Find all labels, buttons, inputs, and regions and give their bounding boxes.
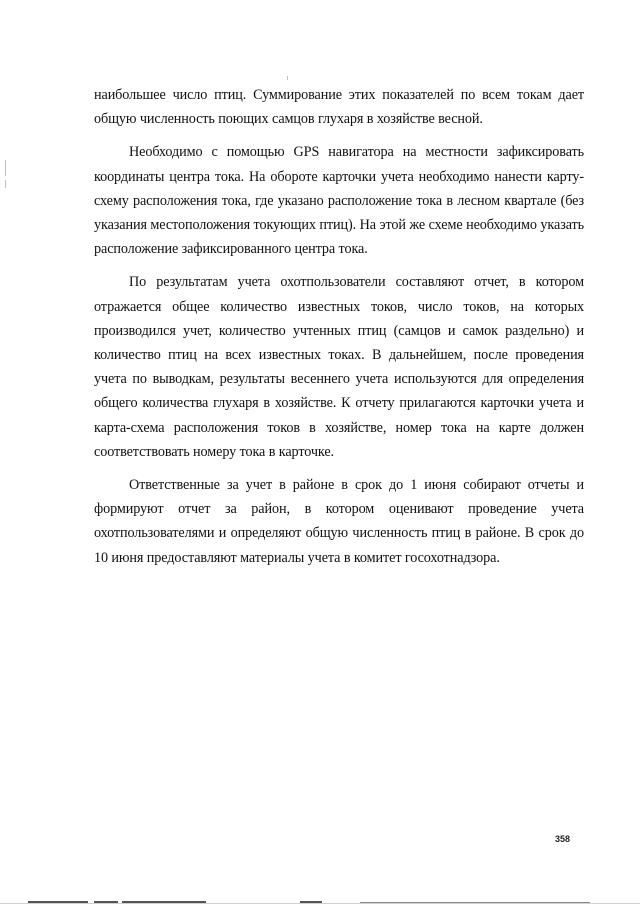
scan-artifact-mark (5, 160, 6, 176)
paragraph: По результатам учета охотпользователи составляют отчет, в котором отражается общее количество известных токов, число токов, на которых производился учет, количество учтенных птиц (самцов и самок раздельно) и количество птиц на всех известных токах. В дальнейшем, после проведения учета по выводкам, результаты весеннего учета используются для определения общего количества глухаря в хозяйстве. К отчету прилагаются карточки учета и карта-схема расположения токов в хозяйстве, номер тока на карте должен соответствовать номеру тока в карточке. (94, 274, 584, 460)
page-number: 358 (555, 834, 571, 844)
bottom-edge-dash (360, 902, 590, 903)
paragraph: наибольшее число птиц. Суммирование этих показателей по всем токам дает общую численность поющих самцов глухаря в хозяйстве весной. (94, 87, 584, 128)
scan-artifact-mark (5, 180, 6, 188)
bottom-edge-line (0, 903, 640, 904)
bottom-edge-dash (122, 901, 206, 903)
paragraph: Ответственные за учет в районе в срок до 1 июня собирают отчеты и формируют отчет за район, в котором оценивают проведение учета охотпользователями и определяют общую численность птиц в районе. В срок до 10 июня предоставляют материалы учета в комитет госохотнадзора. (94, 477, 584, 566)
scan-artifact-mark (287, 76, 288, 80)
body-text (94, 83, 584, 570)
bottom-edge-dash (28, 901, 88, 903)
bottom-edge-dash (300, 901, 322, 903)
bottom-edge-dash (94, 901, 118, 903)
paragraph: Необходимо с помощью GPS навигатора на местности зафиксировать координаты центра тока. На обороте карточки учета необходимо нанести карту-схему расположения тока, где указано расположение тока в лесном квартале (без указания местоположения токующих птиц). На этой же схеме необходимо указать расположение зафиксированного центра тока. (94, 144, 584, 258)
